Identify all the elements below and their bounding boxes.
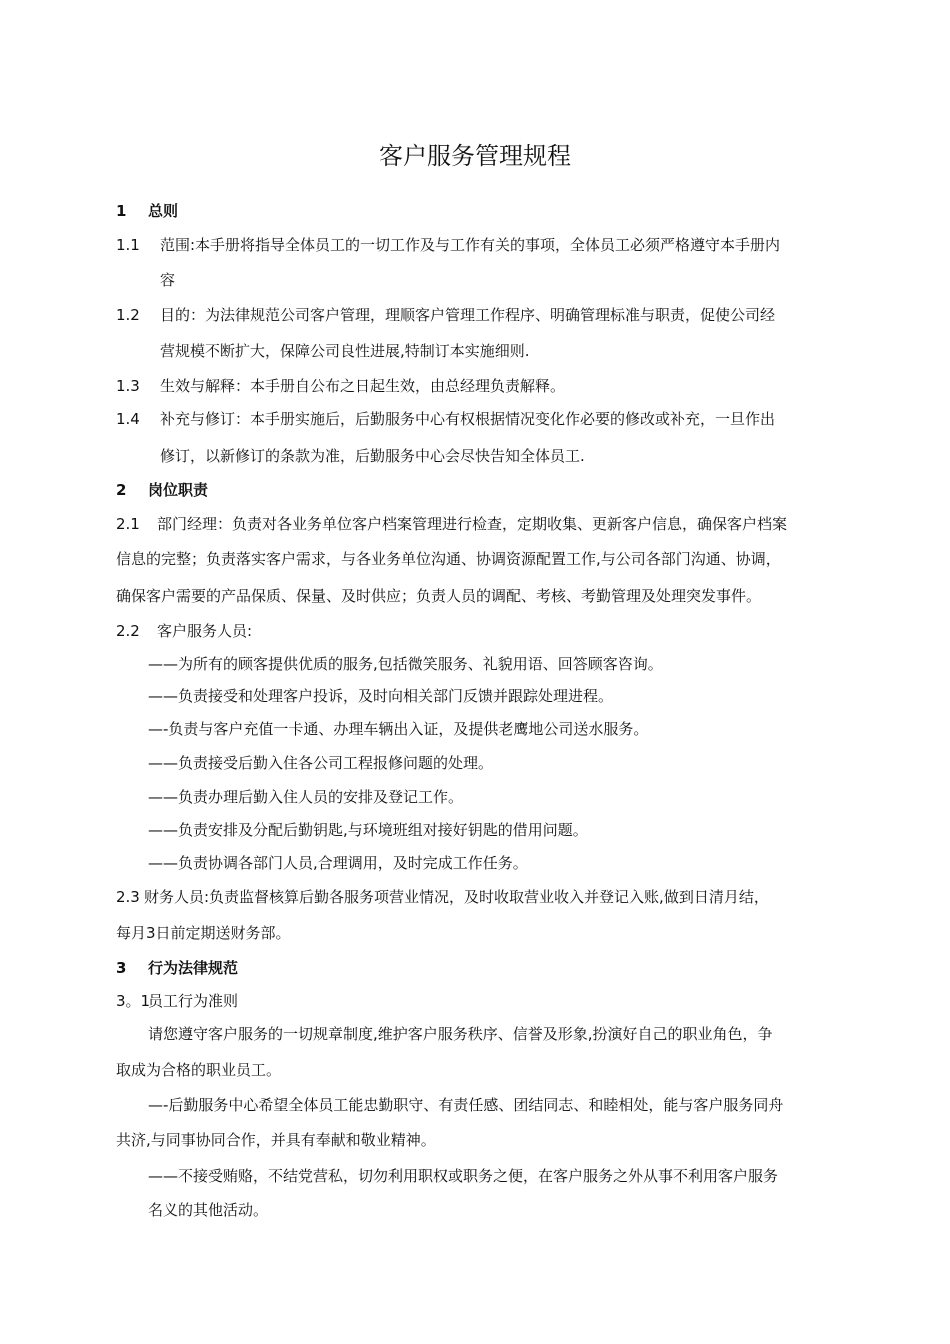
clause-number: 1.2 [116, 306, 140, 324]
clause-number: 2.3 [116, 888, 140, 906]
conduct-paragraph-continuation: 名义的其他活动。 [148, 1201, 269, 1219]
clause-2-1-line-2: 信息的完整；负责落实客户需求，与各业务单位沟通、协调资源配置工作,与公司各部门沟通、协调， [116, 550, 781, 568]
clause-1-4 [116, 409, 775, 429]
section-title: 行为法律规范 [148, 959, 239, 977]
duty-item: ——负责安排及分配后勤钥匙,与环境班组对接好钥匙的借用问题。 [148, 821, 588, 839]
conduct-paragraph: ——不接受贿赂，不结党营私，切勿利用职权或职务之便，在客户服务之外从事不利用客户服务 [148, 1167, 779, 1185]
section-title: 总则 [148, 202, 179, 220]
clause-2-3 [116, 887, 769, 907]
section-1-heading [116, 201, 178, 221]
conduct-paragraph-continuation: 取成为合格的职业员工。 [116, 1061, 282, 1079]
clause-number: 2.1 [116, 515, 140, 533]
clause-2-1 [116, 514, 787, 534]
duty-item: ——负责接受后勤入住各公司工程报修问题的处理。 [148, 754, 494, 772]
clause-1-1 [116, 235, 780, 255]
clause-1-2-continuation: 营规模不断扩大，保障公司良性进展,特制订本实施细则. [160, 342, 530, 360]
clause-2-2 [116, 621, 252, 641]
clause-2-3-continuation: 每月3日前定期送财务部。 [116, 924, 291, 942]
clause-text: 生效与解释：本手册自公布之日起生效，由总经理负责解释。 [160, 377, 566, 395]
clause-number: 1.1 [116, 236, 140, 254]
clause-1-3 [116, 376, 565, 396]
conduct-paragraph: —-后勤服务中心希望全体员工能忠勤职守、有责任感、团结同志、和睦相处，能与客户服务同舟 [148, 1096, 784, 1114]
duty-item: ——负责协调各部门人员,合理调用，及时完成工作任务。 [148, 854, 528, 872]
clause-text: 部门经理：负责对各业务单位客户档案管理进行检查，定期收集、更新客户信息，确保客户档案 [157, 515, 788, 533]
section-2-heading [116, 480, 208, 500]
clause-1-4-continuation: 修订，以新修订的条款为准，后勤服务中心会尽快告知全体员工. [160, 447, 585, 465]
clause-text: 客户服务人员: [157, 622, 253, 640]
duty-item: ——负责办理后勤入住人员的安排及登记工作。 [148, 788, 464, 806]
conduct-paragraph-continuation: 共济,与同事协同合作，并具有奉献和敬业精神。 [116, 1131, 436, 1149]
clause-3-1 [116, 991, 238, 1011]
clause-text: 范围:本手册将指导全体员工的一切工作及与工作有关的事项，全体员工必须严格遵守本手册内 [160, 236, 781, 254]
section-title: 岗位职责 [148, 481, 209, 499]
clause-1-2 [116, 305, 775, 325]
clause-1-1-continuation: 容 [160, 271, 176, 289]
conduct-paragraph: 请您遵守客户服务的一切规章制度,维护客户服务秩序、信誉及形象,扮演好自己的职业角色，争 [148, 1025, 773, 1043]
clause-text: 目的：为法律规范公司客户管理，理顺客户管理工作程序、明确管理标准与职责，促使公司经 [160, 306, 776, 324]
section-3-heading [116, 958, 238, 978]
duty-item: ——负责接受和处理客户投诉，及时向相关部门反馈并跟踪处理进程。 [148, 687, 614, 705]
clause-text: 员工行为准则 [148, 992, 239, 1010]
section-number: 1 [116, 202, 127, 220]
section-number: 3 [116, 959, 127, 977]
document-title: 客户服务管理规程 [379, 142, 571, 170]
clause-number: 3。1 [116, 992, 151, 1010]
clause-2-1-line-3: 确保客户需要的产品保质、保量、及时供应；负责人员的调配、考核、考勤管理及处理突发事件。 [116, 587, 762, 605]
duty-item: —-负责与客户充值一卡通、办理车辆出入证，及提供老鹰地公司送水服务。 [148, 720, 649, 738]
clause-text: 补充与修订：本手册实施后，后勤服务中心有权根据情况变化作必要的修改或补充，一旦作出 [160, 410, 776, 428]
clause-text: 财务人员:负责监督核算后勤各服务项营业情况，及时收取营业收入并登记入账,做到日清月结， [144, 888, 769, 906]
clause-number: 1.3 [116, 377, 140, 395]
duty-item: ——为所有的顾客提供优质的服务,包括微笑服务、礼貌用语、回答顾客咨询。 [148, 655, 663, 673]
clause-number: 2.2 [116, 622, 140, 640]
section-number: 2 [116, 481, 127, 499]
clause-number: 1.4 [116, 410, 140, 428]
